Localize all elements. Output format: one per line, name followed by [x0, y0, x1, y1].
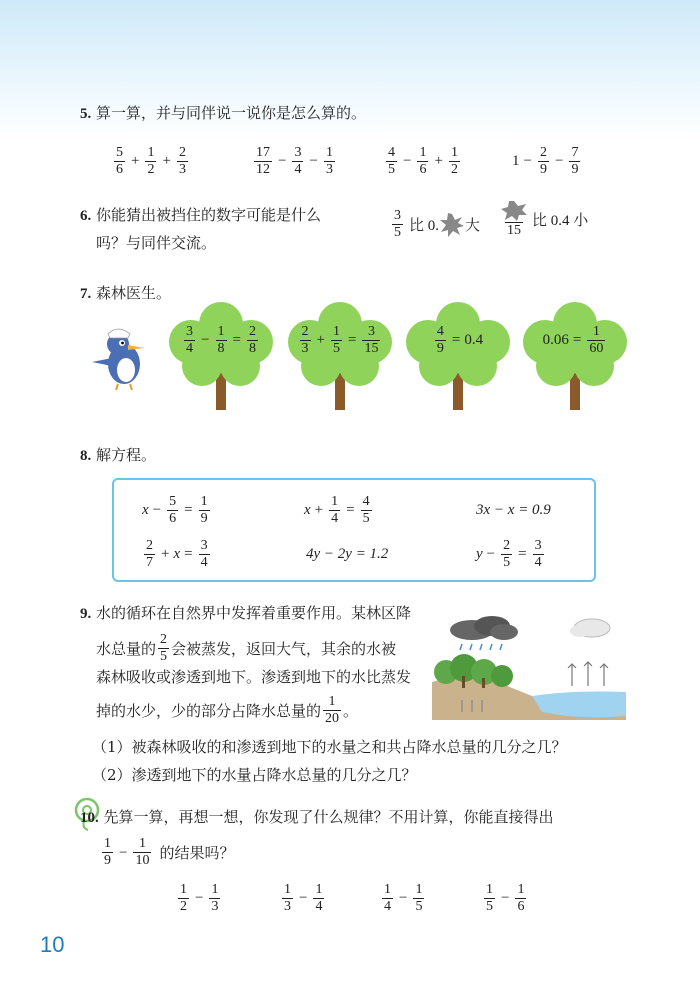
fraction-numerator: 1: [384, 882, 391, 897]
tree-2: [285, 302, 395, 412]
q6a-denominator: 5: [394, 225, 401, 240]
fraction: [361, 494, 372, 527]
operator: +: [131, 153, 140, 169]
equals-sign: =: [348, 332, 357, 348]
fraction: [313, 882, 324, 915]
fraction-numerator: 2: [178, 145, 186, 160]
fraction-denominator: 4: [186, 341, 194, 356]
q5-expr-2: [252, 145, 337, 178]
fraction-denominator: 60: [589, 341, 604, 356]
number: 0.06: [542, 332, 569, 348]
q10-line1: [80, 802, 554, 833]
equals-sign: =: [184, 546, 193, 562]
fraction-denominator: 6: [517, 899, 525, 914]
q6b-fraction: [500, 200, 528, 239]
fraction-denominator: 8: [248, 341, 256, 356]
variable: x: [304, 502, 311, 518]
fraction-denominator: 5: [362, 511, 370, 526]
fraction: [144, 538, 155, 571]
q10-expr-3: [380, 882, 426, 915]
q10-f2-den: 10: [135, 853, 150, 868]
q9-fraction-1-20: [323, 694, 341, 727]
eq-r1c1: [142, 494, 212, 527]
operator: +: [314, 502, 324, 518]
q6-item-a: [390, 208, 480, 241]
fraction: [216, 324, 227, 357]
operator: +: [161, 546, 170, 562]
operator: −: [278, 153, 287, 169]
q9-sub2: （2）渗透到地下的水量占降水总量的几分之几？: [92, 766, 417, 784]
fraction-numerator: 5: [116, 145, 123, 160]
operator: −: [523, 153, 532, 169]
fraction-denominator: 4: [200, 555, 208, 570]
eq-r2c3: [476, 538, 546, 571]
q9-line4b: 。: [343, 701, 359, 720]
fraction-denominator: 9: [436, 341, 444, 356]
water-cycle-illustration: [432, 612, 626, 720]
operator: +: [434, 153, 443, 169]
fraction-denominator: 2: [180, 899, 187, 914]
variable: x: [142, 502, 149, 518]
operator: +: [316, 332, 325, 348]
fraction: [331, 324, 342, 357]
equals-sign: =: [451, 332, 461, 348]
fraction: [300, 324, 311, 357]
tree-1-equation: [166, 324, 276, 357]
eq-r1c2: [304, 494, 374, 527]
fraction-numerator: 2: [301, 324, 309, 339]
fraction: [254, 145, 272, 178]
q9-f1-num: 2: [160, 632, 168, 647]
q6-number: 6.: [80, 208, 92, 224]
operator: −: [399, 890, 408, 906]
q9-line3: 森林吸收或渗透到地下。渗透到地下的水比蒸发: [96, 668, 412, 686]
fraction-numerator: 4: [436, 324, 444, 339]
q10-f2-num: 1: [138, 836, 146, 851]
fraction-numerator: 1: [419, 145, 427, 160]
q10-f1-den: 9: [104, 853, 111, 868]
q6-heading: [80, 200, 321, 231]
fraction: [177, 145, 188, 178]
q10-number: 10.: [80, 810, 99, 826]
eq-r2c1: [142, 538, 212, 571]
fraction-numerator: 2: [146, 538, 153, 553]
fraction-denominator: 3: [178, 162, 186, 177]
fraction: [199, 494, 210, 527]
fraction: [449, 145, 460, 178]
fraction-numerator: 2: [539, 145, 547, 160]
fraction: [199, 538, 210, 571]
q8-heading: [80, 440, 156, 471]
operator: −: [152, 502, 162, 518]
equals-sign: =: [232, 332, 241, 348]
q9-line4: [96, 694, 358, 727]
fraction-denominator: 3: [211, 899, 219, 914]
q6a-text: 比 0.: [409, 218, 440, 234]
q9-line2a: 水总量的: [96, 639, 157, 658]
fraction-numerator: 1: [200, 494, 208, 509]
fraction-denominator: 4: [534, 555, 542, 570]
fraction-numerator: 1: [415, 882, 423, 897]
q6a-tail: 大: [465, 218, 481, 234]
fraction-denominator: 2: [147, 162, 155, 177]
q5-text: 算一算，并与同伴说一说你是怎么算的。: [96, 104, 367, 122]
ink-blot-icon: [500, 200, 528, 222]
fraction: [569, 145, 580, 178]
q6-line1: 你能猜出被挡住的数字可能是什么: [96, 206, 322, 224]
tree-3: [403, 302, 513, 412]
fraction-numerator: 1: [315, 882, 323, 897]
fraction-numerator: 1: [284, 882, 291, 897]
q9-f1-den: 5: [160, 649, 168, 664]
fraction-numerator: 1: [592, 324, 600, 339]
fraction: [435, 324, 446, 357]
q9-number: 9.: [80, 606, 92, 622]
q10-line2: $\frac{1}{9}$ − $\frac{1}{10}$ 的结果吗？: [104, 836, 235, 868]
operator: −: [501, 890, 510, 906]
fraction: [484, 882, 495, 915]
q9-sub1: （1）被森林吸收的和渗透到地下的水量之和共占降水总量的几分之几？: [92, 738, 567, 756]
fraction-denominator: 4: [315, 899, 323, 914]
fraction-denominator: 15: [364, 341, 379, 356]
q7-heading: [80, 278, 171, 309]
fraction-denominator: 9: [539, 162, 547, 177]
eq-r1c3: 3x − x = 0.9: [476, 502, 551, 518]
q6b-text: 比 0.4 小: [532, 213, 589, 229]
tree-icon: [403, 302, 513, 412]
number: 1: [512, 153, 520, 169]
q9-line4a: 掉的水少，少的部分占降水总量的: [96, 701, 322, 720]
page-number: 10: [40, 932, 65, 957]
fraction-numerator: 4: [362, 494, 370, 509]
q5-heading: [80, 98, 366, 129]
fraction-denominator: 9: [200, 511, 208, 526]
fraction-denominator: 2: [450, 162, 458, 177]
fraction: [167, 494, 178, 527]
tree-icon: [166, 302, 276, 412]
fraction: [114, 145, 125, 178]
fraction: [324, 145, 335, 178]
q10-fraction-1-10: [133, 836, 151, 869]
tree-icon: [285, 302, 395, 412]
fraction: [329, 494, 340, 527]
operator: +: [162, 153, 171, 169]
q8-number: 8.: [80, 448, 92, 464]
q10-line2b: 的结果吗？: [159, 843, 235, 862]
fraction: [282, 882, 293, 915]
operator: −: [486, 546, 496, 562]
q10-f1-num: 1: [104, 836, 111, 851]
tree-1: [166, 302, 276, 412]
fraction: [209, 882, 220, 915]
fraction-numerator: 1: [325, 145, 333, 160]
q9-line2b: 会被蒸发，返回大气，其余的水被: [171, 639, 397, 658]
tree-2-equation: [285, 324, 395, 357]
fraction: [515, 882, 526, 915]
fraction-denominator: 3: [325, 162, 333, 177]
q7-text: 森林医生。: [96, 284, 172, 302]
fraction: [501, 538, 512, 571]
fraction-denominator: 5: [388, 162, 395, 177]
fraction-numerator: 1: [147, 145, 155, 160]
fraction-denominator: 6: [169, 511, 177, 526]
q10-expr-2: [280, 882, 326, 915]
q8-text: 解方程。: [96, 446, 157, 464]
fraction-denominator: 6: [419, 162, 427, 177]
ink-blot-icon: [439, 212, 465, 238]
q6-item-b: [500, 200, 588, 239]
q6a-numerator: 3: [394, 208, 401, 223]
fraction: [362, 324, 380, 357]
fraction: [145, 145, 156, 178]
q7-number: 7.: [80, 286, 92, 302]
fraction-denominator: 5: [415, 899, 423, 914]
fraction-denominator: 4: [294, 162, 302, 177]
fraction-numerator: 1: [211, 882, 219, 897]
fraction: [386, 145, 397, 178]
fraction-denominator: 5: [503, 555, 511, 570]
q5-expr-4: [512, 145, 582, 178]
fraction: [292, 145, 303, 178]
q6a-fraction: [392, 208, 403, 241]
operator: −: [195, 890, 204, 906]
woodpecker-doctor-icon: [88, 322, 158, 392]
fraction: [587, 324, 605, 357]
fraction-numerator: 2: [503, 538, 511, 553]
tree-4: [520, 302, 630, 412]
q10-expr-1: [176, 882, 222, 915]
q6b-denominator: 15: [507, 223, 521, 238]
equals-sign: =: [518, 546, 527, 562]
fraction-denominator: 12: [256, 162, 270, 177]
fraction-numerator: 3: [294, 145, 302, 160]
fraction-denominator: 6: [116, 162, 123, 177]
fraction-denominator: 3: [284, 899, 291, 914]
q9-line2: [96, 632, 396, 665]
equals-sign: =: [184, 502, 193, 518]
fraction: [413, 882, 424, 915]
tree-4-equation: [520, 324, 630, 357]
q10-line1-text: 先算一算，再想一想，你发现了什么规律？不用计算，你能直接得出: [103, 808, 554, 826]
operator: −: [201, 332, 210, 348]
fraction-numerator: 3: [200, 538, 208, 553]
fraction-numerator: 7: [571, 145, 579, 160]
q9-line1-text: 水的循环在自然界中发挥着重要作用。某林区降: [96, 604, 412, 622]
fraction-denominator: 4: [331, 511, 339, 526]
operator: −: [403, 153, 412, 169]
fraction-numerator: 1: [333, 324, 340, 339]
fraction-denominator: 7: [146, 555, 153, 570]
fraction: [247, 324, 258, 357]
fraction-denominator: 5: [333, 341, 340, 356]
fraction-denominator: 8: [217, 341, 225, 356]
equals-sign: =: [346, 502, 355, 518]
fraction-numerator: 17: [256, 145, 270, 160]
fraction-denominator: 9: [571, 162, 579, 177]
q9-f2-num: 1: [328, 694, 336, 709]
tree-3-equation: [403, 324, 513, 357]
fraction-denominator: 5: [486, 899, 493, 914]
q5-number: 5.: [80, 106, 92, 122]
q9-fraction-2-5: [158, 632, 169, 665]
q10-fraction-1-9: [102, 836, 113, 869]
tree-icon: [520, 302, 630, 412]
operator: −: [309, 153, 318, 169]
variable: y: [476, 546, 483, 562]
fraction: [178, 882, 189, 915]
q5-expr-3: [384, 145, 462, 178]
fraction-numerator: 1: [450, 145, 458, 160]
fraction: [533, 538, 544, 571]
q5-expr-1: [112, 145, 190, 178]
equals-sign: =: [572, 332, 582, 348]
fraction-numerator: 3: [186, 324, 194, 339]
operator: −: [299, 890, 308, 906]
fraction-numerator: 1: [180, 882, 187, 897]
operator: −: [554, 153, 564, 169]
fraction-numerator: 1: [486, 882, 493, 897]
fraction: [538, 145, 549, 178]
eq-r2c2: 4y − 2y = 1.2: [306, 546, 389, 562]
fraction-denominator: 4: [384, 899, 391, 914]
fraction-numerator: 3: [367, 324, 375, 339]
fraction-numerator: 3: [534, 538, 542, 553]
fraction: [382, 882, 393, 915]
fraction: [417, 145, 428, 178]
fraction-numerator: 4: [388, 145, 395, 160]
q9-line1: [80, 598, 411, 629]
q10-expr-4: [482, 882, 528, 915]
fraction-numerator: 1: [517, 882, 525, 897]
fraction-denominator: 3: [301, 341, 309, 356]
q6-line2: 吗？与同伴交流。: [96, 234, 217, 252]
variable: x: [173, 546, 181, 562]
fraction-numerator: 1: [217, 324, 225, 339]
fraction: [184, 324, 195, 357]
number: 0.4: [464, 332, 484, 348]
fraction-numerator: 5: [169, 494, 177, 509]
fraction-numerator: 2: [248, 324, 256, 339]
fraction-numerator: 1: [331, 494, 339, 509]
q9-f2-den: 20: [325, 711, 340, 726]
